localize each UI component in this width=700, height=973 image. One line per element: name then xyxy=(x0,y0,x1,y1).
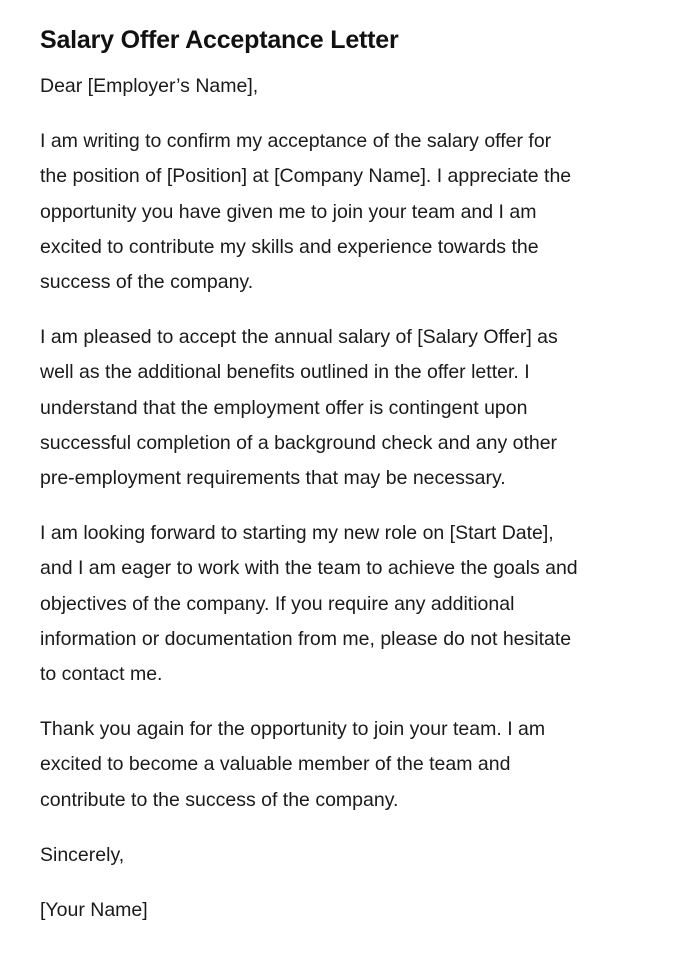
paragraph-start-date: I am looking forward to starting my new role on [Start Date], and I am eager to work with the team to achieve the goals and objectives of the company. If you require any additional information or documentation from me, please do not hesitate to contact me. xyxy=(40,522,578,686)
closing: Sincerely, xyxy=(40,843,125,866)
paragraph-salary: I am pleased to accept the annual salary of [Salary Offer] as well as the additional benefits outlined in the offer letter. I understand that the employment offer is contingent upon successful completion of a background check and any other pre-employment requirements that may be necessary. xyxy=(40,326,558,490)
letter xyxy=(40,20,660,948)
paragraph-confirmation: I am writing to confirm my acceptance of the salary offer for the position of [Position] at [Company Name]. I appreciate the opportunity you have given me to join your team and I am excited to contribute my skills and experience towards the success of the company. xyxy=(40,130,572,294)
salutation: Dear [Employer’s Name], xyxy=(40,75,259,97)
letter-title: Salary Offer Acceptance Letter xyxy=(40,26,399,54)
signature: [Your Name] xyxy=(40,899,148,922)
paragraph-thanks: Thank you again for the opportunity to join your team. I am excited to become a valuable member of the team and contribute to the success of the company. xyxy=(40,718,546,811)
